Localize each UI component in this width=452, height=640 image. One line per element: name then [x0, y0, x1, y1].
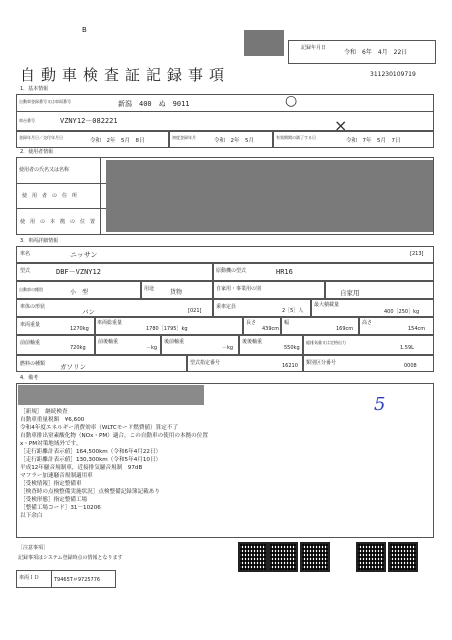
- handwritten-circle-mark: ○: [285, 93, 298, 109]
- page-title: 自動車検査証記録事項: [20, 66, 231, 84]
- rf-label: 後前軸重: [164, 339, 185, 345]
- capacity-value: 2［5］人: [282, 308, 304, 314]
- chassis-label: 車台番号: [19, 118, 35, 123]
- col-divider: [324, 280, 326, 298]
- fr-label: 前後軸重: [98, 339, 119, 345]
- height-value: 154cm: [408, 326, 426, 332]
- qr-code-icon: [388, 542, 418, 572]
- remark-line: ［受検情報］指定整備車: [20, 481, 82, 487]
- row-line: [16, 298, 434, 300]
- fuel-label: 燃料の種類: [20, 361, 46, 367]
- maker-code: [213]: [410, 251, 424, 257]
- displacement-label: 総排気量又は定格出力: [306, 340, 346, 345]
- reg-number-label: 自動車登録番号又は車両番号: [19, 99, 71, 104]
- doc-number: 311230109719: [370, 71, 416, 78]
- col-divider: [94, 316, 96, 334]
- col-divider: [272, 130, 274, 148]
- notice-label: ［注意事項］: [18, 545, 49, 551]
- row-line: [16, 334, 434, 336]
- class-no-value: 0008: [404, 363, 417, 369]
- col-divider: [302, 354, 304, 372]
- qr-code-icon: [300, 542, 330, 572]
- handwritten-x-mark: ×: [334, 116, 348, 135]
- model-value: DBF－VZNY12: [56, 268, 101, 276]
- use-value: 貨物: [170, 289, 183, 296]
- first-reg-label: 登録年月日／交付年月日: [19, 135, 63, 140]
- first-reg-value: 令和 2年 5月 8日: [90, 138, 145, 144]
- section-user: 2．使用者情報: [20, 149, 54, 155]
- rr-value: 550kg: [284, 345, 300, 351]
- qr-code-icon: [238, 542, 268, 572]
- handwritten-number: 5: [374, 394, 386, 415]
- col-divider: [212, 298, 214, 316]
- first-year-label: 初度登録年月: [172, 135, 196, 140]
- maxload-label: 最大積載量: [314, 302, 340, 308]
- col-divider: [310, 298, 312, 316]
- engine-value: HR16: [276, 268, 293, 276]
- user-name-label: 使用者の氏名又は名称: [19, 167, 70, 173]
- rf-value: －kg: [222, 345, 234, 351]
- col-divider: [168, 130, 170, 148]
- capacity-label: 乗車定員: [216, 304, 237, 310]
- displacement-value: 1.59L: [400, 345, 414, 351]
- shape-code: [021]: [188, 308, 202, 314]
- maker-label: 車名: [20, 251, 31, 257]
- remark-line: ［整備工場コード］31－10206: [20, 505, 101, 511]
- remark-line: ［走行距離計表示値］130,300km（令和5年4月10日）: [20, 457, 162, 463]
- col-divider: [186, 354, 188, 372]
- kind-value: 小 型: [70, 289, 89, 296]
- col-divider: [160, 334, 162, 354]
- shape-label: 車体の形状: [20, 304, 46, 310]
- remark-line: ［検査時の点検整備実施状況］点検整備記録簿記載あり: [20, 489, 160, 495]
- user-address-label: 使 用 者 の 住 所: [22, 193, 78, 199]
- col-divider: [280, 316, 282, 334]
- col-divider: [238, 334, 240, 354]
- notice-text: 記録事項はシステム登録時点の情報となります: [18, 555, 123, 561]
- redacted-block: [244, 30, 284, 56]
- row-line: [16, 354, 434, 356]
- remark-line: マフラー加速騒音規制適用車: [20, 473, 93, 479]
- col-divider: [140, 280, 142, 298]
- remark-line: 令和4年度エネルギー消費効率（WLTCモード燃費値）算定不了: [20, 425, 179, 431]
- row-line: [16, 280, 434, 282]
- ff-value: 720kg: [70, 345, 86, 351]
- user-base-label: 使 用 の 本 拠 の 位 置: [20, 219, 96, 225]
- engine-label: 原動機の型式: [216, 268, 247, 274]
- shape-value: バン: [82, 308, 95, 316]
- private-label: 自家用・事業用の別: [216, 286, 262, 292]
- remark-line: ［走行距離計表示値］164,500km（令和6年4月22日）: [20, 449, 162, 455]
- row-line: [16, 262, 434, 264]
- kind-label: 自動車の種別: [19, 287, 43, 292]
- remark-line: 以下余白: [20, 513, 43, 519]
- section-basic: 1．基本情報: [20, 86, 49, 92]
- fuel-value: ガソリン: [60, 363, 86, 371]
- carid-value: T9465T＃9725776: [54, 577, 101, 583]
- chassis-value: VZNY12－082221: [60, 117, 118, 125]
- col-divider: [302, 334, 304, 354]
- basic-row-1: [16, 94, 434, 112]
- qr-code-icon: [356, 542, 386, 572]
- row-line: [16, 316, 434, 318]
- basic-divider: [16, 130, 434, 132]
- weight-label: 車両重量: [20, 322, 41, 328]
- use-label: 用途: [144, 286, 155, 292]
- record-date-label: 記録年月日: [301, 45, 327, 51]
- weight-value: 1270kg: [70, 326, 89, 332]
- remark-line: 平成12年騒音規制車，近接排気騒音規制 97dB: [20, 465, 143, 471]
- carid-label: 車両ＩＤ: [19, 575, 40, 581]
- col-divider: [94, 334, 96, 354]
- maker-value: ニッサン: [70, 251, 98, 259]
- length-value: 439cm: [262, 326, 280, 332]
- private-value: 自家用: [340, 289, 360, 297]
- first-year-value: 令和 2年 5月: [214, 138, 254, 144]
- remark-line: ［新規］ 継続検査: [20, 409, 68, 415]
- type-no-value: 16210: [282, 363, 298, 369]
- expiry-label: 有効期間の満了する日: [276, 135, 316, 140]
- redacted-remarks-header: [18, 385, 204, 405]
- width-value: 169cm: [336, 326, 354, 332]
- col-divider: [212, 262, 214, 280]
- col-divider: [212, 280, 214, 298]
- length-label: 長さ: [246, 320, 257, 326]
- section-remarks: 4．備考: [20, 375, 39, 381]
- expiry-value: 令和 7年 5月 7日: [346, 138, 401, 144]
- gross-value: 1780［1795］kg: [146, 326, 188, 332]
- remark-line: ［受検形態］指定整備工場: [20, 497, 88, 503]
- maxload-value: 400［250］kg: [384, 309, 420, 315]
- fr-value: －kg: [146, 345, 158, 351]
- reg-number-value: 新潟 400 ぬ 9011: [118, 100, 190, 108]
- col-divider: [242, 316, 244, 334]
- letter-b: B: [82, 26, 87, 34]
- type-no-label: 型式指定番号: [190, 360, 221, 366]
- gross-label: 車両総重量: [97, 320, 123, 326]
- col-divider: [358, 316, 360, 334]
- height-label: 高さ: [362, 320, 373, 326]
- qr-code-icon: [268, 542, 298, 572]
- remark-line: x・PM対策地域外です。: [20, 441, 82, 447]
- record-date-value: 令和 6年 4月 22日: [344, 49, 408, 56]
- model-label: 型式: [20, 268, 31, 274]
- remark-line: 自動車排出窒素酸化物（NOx・PM）適合，この自動車の使用の本拠の位置: [20, 433, 208, 439]
- class-no-label: 類別区分番号: [306, 360, 337, 366]
- ff-label: 前前軸重: [20, 340, 41, 346]
- remark-line: 自動車重量税額 ¥6,600: [20, 417, 85, 423]
- width-label: 幅: [284, 320, 290, 326]
- redacted-user-info: [106, 160, 433, 232]
- rr-label: 後後軸重: [242, 339, 263, 345]
- section-vehicle: 3．車両詳細情報: [20, 238, 59, 244]
